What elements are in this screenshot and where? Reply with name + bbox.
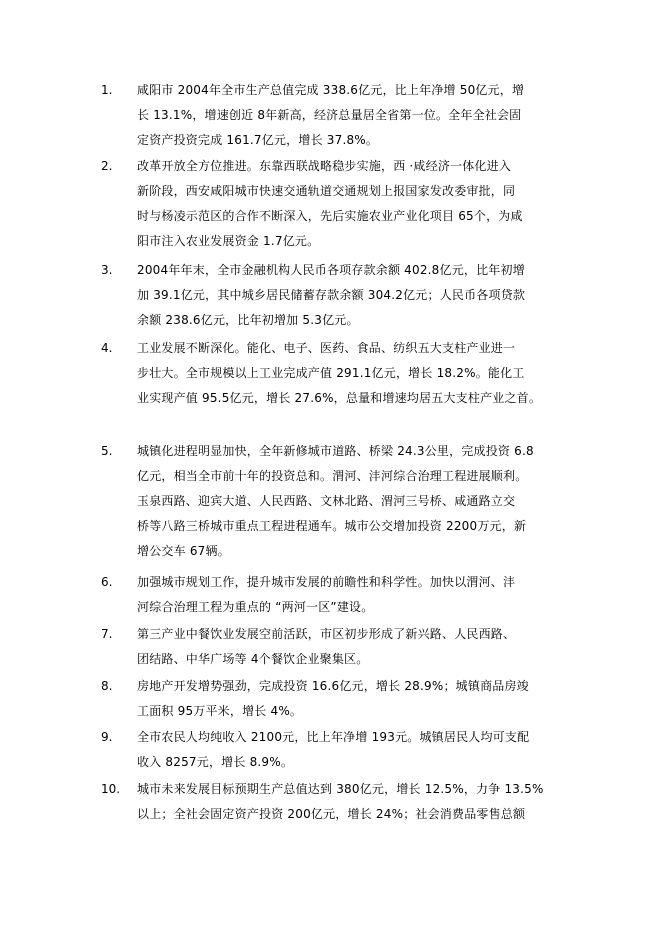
list-item-line: 2004年年末，全市金融机构人民币各项存款余额 402.8亿元，比年初增: [137, 263, 525, 277]
list-item-line: 城镇化进程明显加快，全年新修城市道路、桥梁 24.3公里，完成投资 6.8: [137, 444, 534, 458]
list-item-line: 余额 238.6亿元，比年初增加 5.3亿元。: [137, 313, 359, 327]
list-item-line: 收入 8257元，增长 8.9%。: [137, 755, 294, 769]
list-item-line: 以上；全社会固定资产投资 200亿元，增长 24%；社会消费品零售总额: [137, 807, 526, 821]
list-item-line: 加 39.1亿元，其中城乡居民储蓄存款余额 304.2亿元；人民币各项贷款: [137, 288, 526, 302]
list-item-number: 10.: [101, 782, 121, 796]
list-item-line: 时与杨凌示范区的合作不断深入，先后实施农业产业化项目 65个，为咸: [137, 209, 523, 223]
list-item-line: 定资产投资完成 161.7亿元，增长 37.8%。: [137, 133, 379, 147]
list-item-number: 8.: [101, 679, 113, 693]
list-item-line: 改革开放全方位推进。东靠西联战略稳步实施，西 ·咸经济一体化进入: [137, 159, 512, 173]
list-item-line: 团结路、中华广场等 4个餐饮企业聚集区。: [137, 652, 369, 666]
list-item-number: 1.: [101, 83, 113, 97]
list-item-line: 玉泉西路、迎宾大道、人民西路、文林北路、渭河三号桥、咸通路立交: [137, 494, 516, 508]
list-item-line: 第三产业中餐饮业发展空前活跃，市区初步形成了新兴路、人民西路、: [137, 627, 516, 641]
list-item-line: 咸阳市 2004年全市生产总值完成 338.6亿元，比上年净增 50亿元，增: [137, 83, 525, 97]
list-item-number: 3.: [101, 263, 113, 277]
list-item-line: 工业发展不断深化。能化、电子、医药、食品、纺织五大支柱产业进一: [137, 341, 516, 355]
list-item-number: 2.: [101, 159, 113, 173]
list-item-line: 加强城市规划工作，提升城市发展的前瞻性和科学性。加快以渭河、沣: [137, 575, 516, 589]
list-item-number: 6.: [101, 575, 113, 589]
list-item-line: 河综合治理工程为重点的 “两河一区”建设。: [137, 600, 374, 614]
list-item-line: 城市未来发展目标预期生产总值达到 380亿元，增长 12.5%，力争 13.5%: [137, 782, 544, 796]
list-item-number: 9.: [101, 730, 113, 744]
list-item-line: 增公交车 67辆。: [137, 544, 230, 558]
list-item-number: 4.: [101, 341, 113, 355]
list-item-line: 工面积 95万平米，增长 4%。: [137, 704, 303, 718]
list-item-line: 阳市注入农业发展资金 1.7亿元。: [137, 234, 320, 248]
list-item-number: 5.: [101, 444, 113, 458]
list-item-line: 全市农民人均纯收入 2100元，比上年净增 193元。城镇居民人均可支配: [137, 730, 530, 744]
list-item-line: 桥等八路三桥城市重点工程进程通车。城市公交增加投资 2200万元，新: [137, 519, 527, 533]
list-item-line: 步壮大。全市规模以上工业完成产值 291.1亿元，增长 18.2%。能化工: [137, 366, 525, 380]
list-item-line: 业实现产值 95.5亿元，增长 27.6%，总量和增速均居五大支柱产业之首。: [137, 391, 542, 405]
list-item-line: 亿元，相当全市前十年的投资总和。渭河、沣河综合治理工程进展顺利。: [137, 469, 528, 483]
list-item-number: 7.: [101, 627, 113, 641]
list-item-line: 新阶段，西安咸阳城市快速交通轨道交通规划上报国家发改委审批，同: [137, 184, 516, 198]
list-item-line: 房地产开发增势强劲，完成投资 16.6亿元，增长 28.9%；城镇商品房竣: [137, 679, 529, 693]
list-item-line: 长 13.1%，增速创近 8年新高，经济总量居全省第一位。全年全社会固: [137, 108, 522, 122]
